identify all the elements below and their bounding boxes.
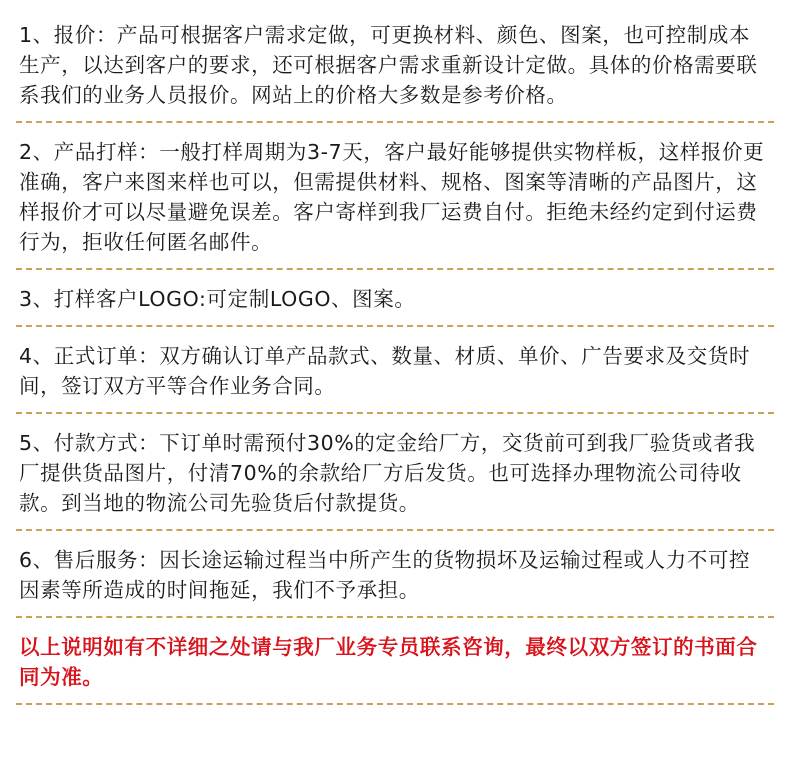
dashed-divider (16, 412, 774, 414)
term-payment (16, 428, 774, 518)
closing-note (16, 632, 774, 692)
closing-note-text: 以上说明如有不详细之处请与我厂业务专员联系咨询，最终以双方签订的书面合同为准。 (19, 635, 758, 689)
term-sampling-text: 2、产品打样：一般打样周期为3-7天，客户最好能够提供实物样板，这样报价更准确，客户来图来样也可以，但需提供材料、规格、图案等清晰的产品图片，这样报价才可以尽量避免误差。客户寄样到我厂运费自付。拒绝未经约定到付运费行为，拒收任何匿名邮件。 (19, 140, 765, 254)
term-sample-logo (16, 284, 774, 314)
term-quotation (16, 20, 774, 110)
term-after-sales-text: 6、售后服务：因长途运输过程当中所产生的货物损坏及运输过程或人力不可控因素等所造成的时间拖延，我们不予承担。 (19, 548, 751, 602)
dashed-divider (16, 703, 774, 705)
term-sample-logo-text: 3、打样客户LOGO:可定制LOGO、图案。 (19, 287, 416, 311)
dashed-divider (16, 121, 774, 123)
dashed-divider (16, 529, 774, 531)
term-after-sales (16, 545, 774, 605)
term-sampling (16, 137, 774, 257)
term-formal-order (16, 341, 774, 401)
term-formal-order-text: 4、正式订单：双方确认订单产品款式、数量、材质、单价、广告要求及交货时间，签订双方平等合作业务合同。 (19, 344, 751, 398)
dashed-divider (16, 325, 774, 327)
term-payment-text: 5、付款方式：下订单时需预付30%的定金给厂方，交货前可到我厂验货或者我厂提供货品图片，付清70%的余款给厂方后发货。也可选择办理物流公司待收款。到当地的物流公司先验货后付款提货。 (19, 431, 756, 515)
dashed-divider (16, 268, 774, 270)
term-quotation-text: 1、报价：产品可根据客户需求定做，可更换材料、颜色、图案，也可控制成本生产，以达到客户的要求，还可根据客户需求重新设计定做。具体的价格需要联系我们的业务人员报价。网站上的价格大多数是参考价格。 (19, 23, 758, 107)
dashed-divider (16, 616, 774, 618)
